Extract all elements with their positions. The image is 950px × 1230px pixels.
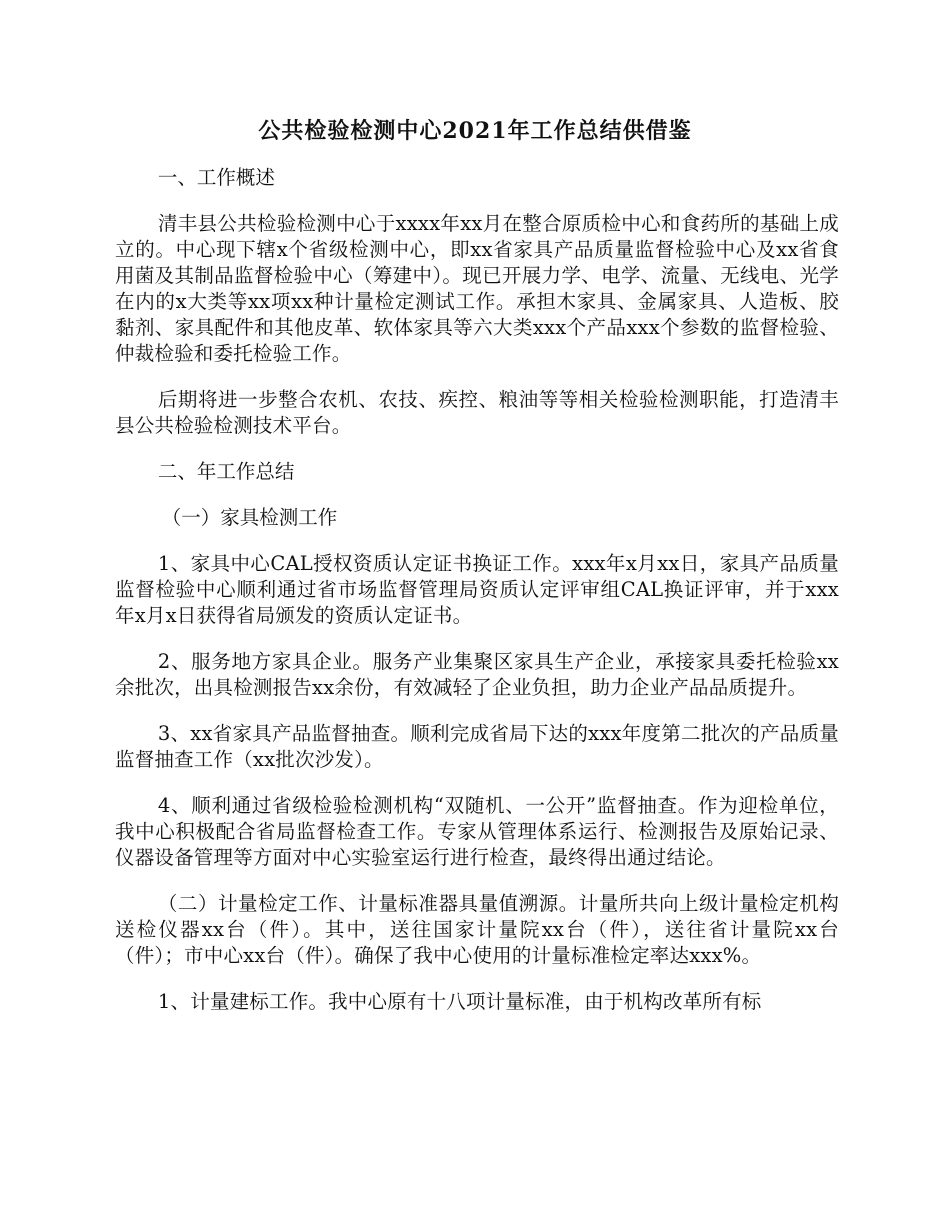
section-heading-overview: 一、工作概述 (157, 166, 275, 189)
paragraph: 清丰县公共检验检测中心于xxxx年xx月在整合原质检中心和食药所的基础上成立的。中心现下辖x个省级检测中心，即xx省家具产品质量监督检验中心及xx省食用菌及其制品监督检验中心（筹建中）。现已开展力学、电学、流量、无线电、光学在内的x大类等xx项xx种计量检定测试工作。承担木家具、金属家具、人造板、胶黏剂、家具配件和其他皮革、软体家具等六大类xxx个产品xxx个参数的监督检验、仲裁检验和委托检验工作。 (115, 212, 839, 365)
paragraph: 4、顺利通过省级检验检测机构“双随机、一公开”监督抽查。作为迎检单位，我中心积极配合省局监督检查工作。专家从管理体系运行、检测报告及原始记录、仪器设备管理等方面对中心实验室运行进行检查，最终得出通过结论。 (115, 794, 839, 869)
paragraph: 2、服务地方家具企业。服务产业集聚区家具生产企业，承接家具委托检验xx余批次，出具检测报告xx余份，有效减轻了企业负担，助力企业产品品质提升。 (115, 650, 839, 699)
section-heading-summary: 二、年工作总结 (157, 460, 295, 483)
subsection-heading-furniture: （一）家具检测工作 (161, 506, 338, 529)
paragraph: 后期将进一步整合农机、农技、疾控、粮油等等相关检验检测职能，打造清丰县公共检验检测技术平台。 (115, 388, 839, 437)
paragraph: （二）计量检定工作、计量标准器具量值溯源。计量所共向上级计量检定机构送检仪器xx台（件）。其中，送往国家计量院xx台（件），送往省计量院xx台（件）；市中心xx台（件）。确保了我中心使用的计量标准检定率达xxx%。 (115, 892, 839, 967)
paragraph: 1、家具中心CAL授权资质认定证书换证工作。xxx年x月xx日，家具产品质量监督检验中心顺利通过省市场监督管理局资质认定评审组CAL换证评审，并于xxx年x月x日获得省局颁发的资质认定证书。 (115, 552, 839, 627)
paragraph: 3、xx省家具产品监督抽查。顺利完成省局下达的xxx年度第二批次的产品质量监督抽查工作（xx批次沙发）。 (115, 722, 839, 771)
paragraph: 1、计量建标工作。我中心原有十八项计量标准，由于机构改革所有标 (157, 990, 762, 1013)
document-title: 公共检验检测中心2021年工作总结供借鉴 (258, 118, 692, 144)
document-body (115, 165, 839, 1035)
